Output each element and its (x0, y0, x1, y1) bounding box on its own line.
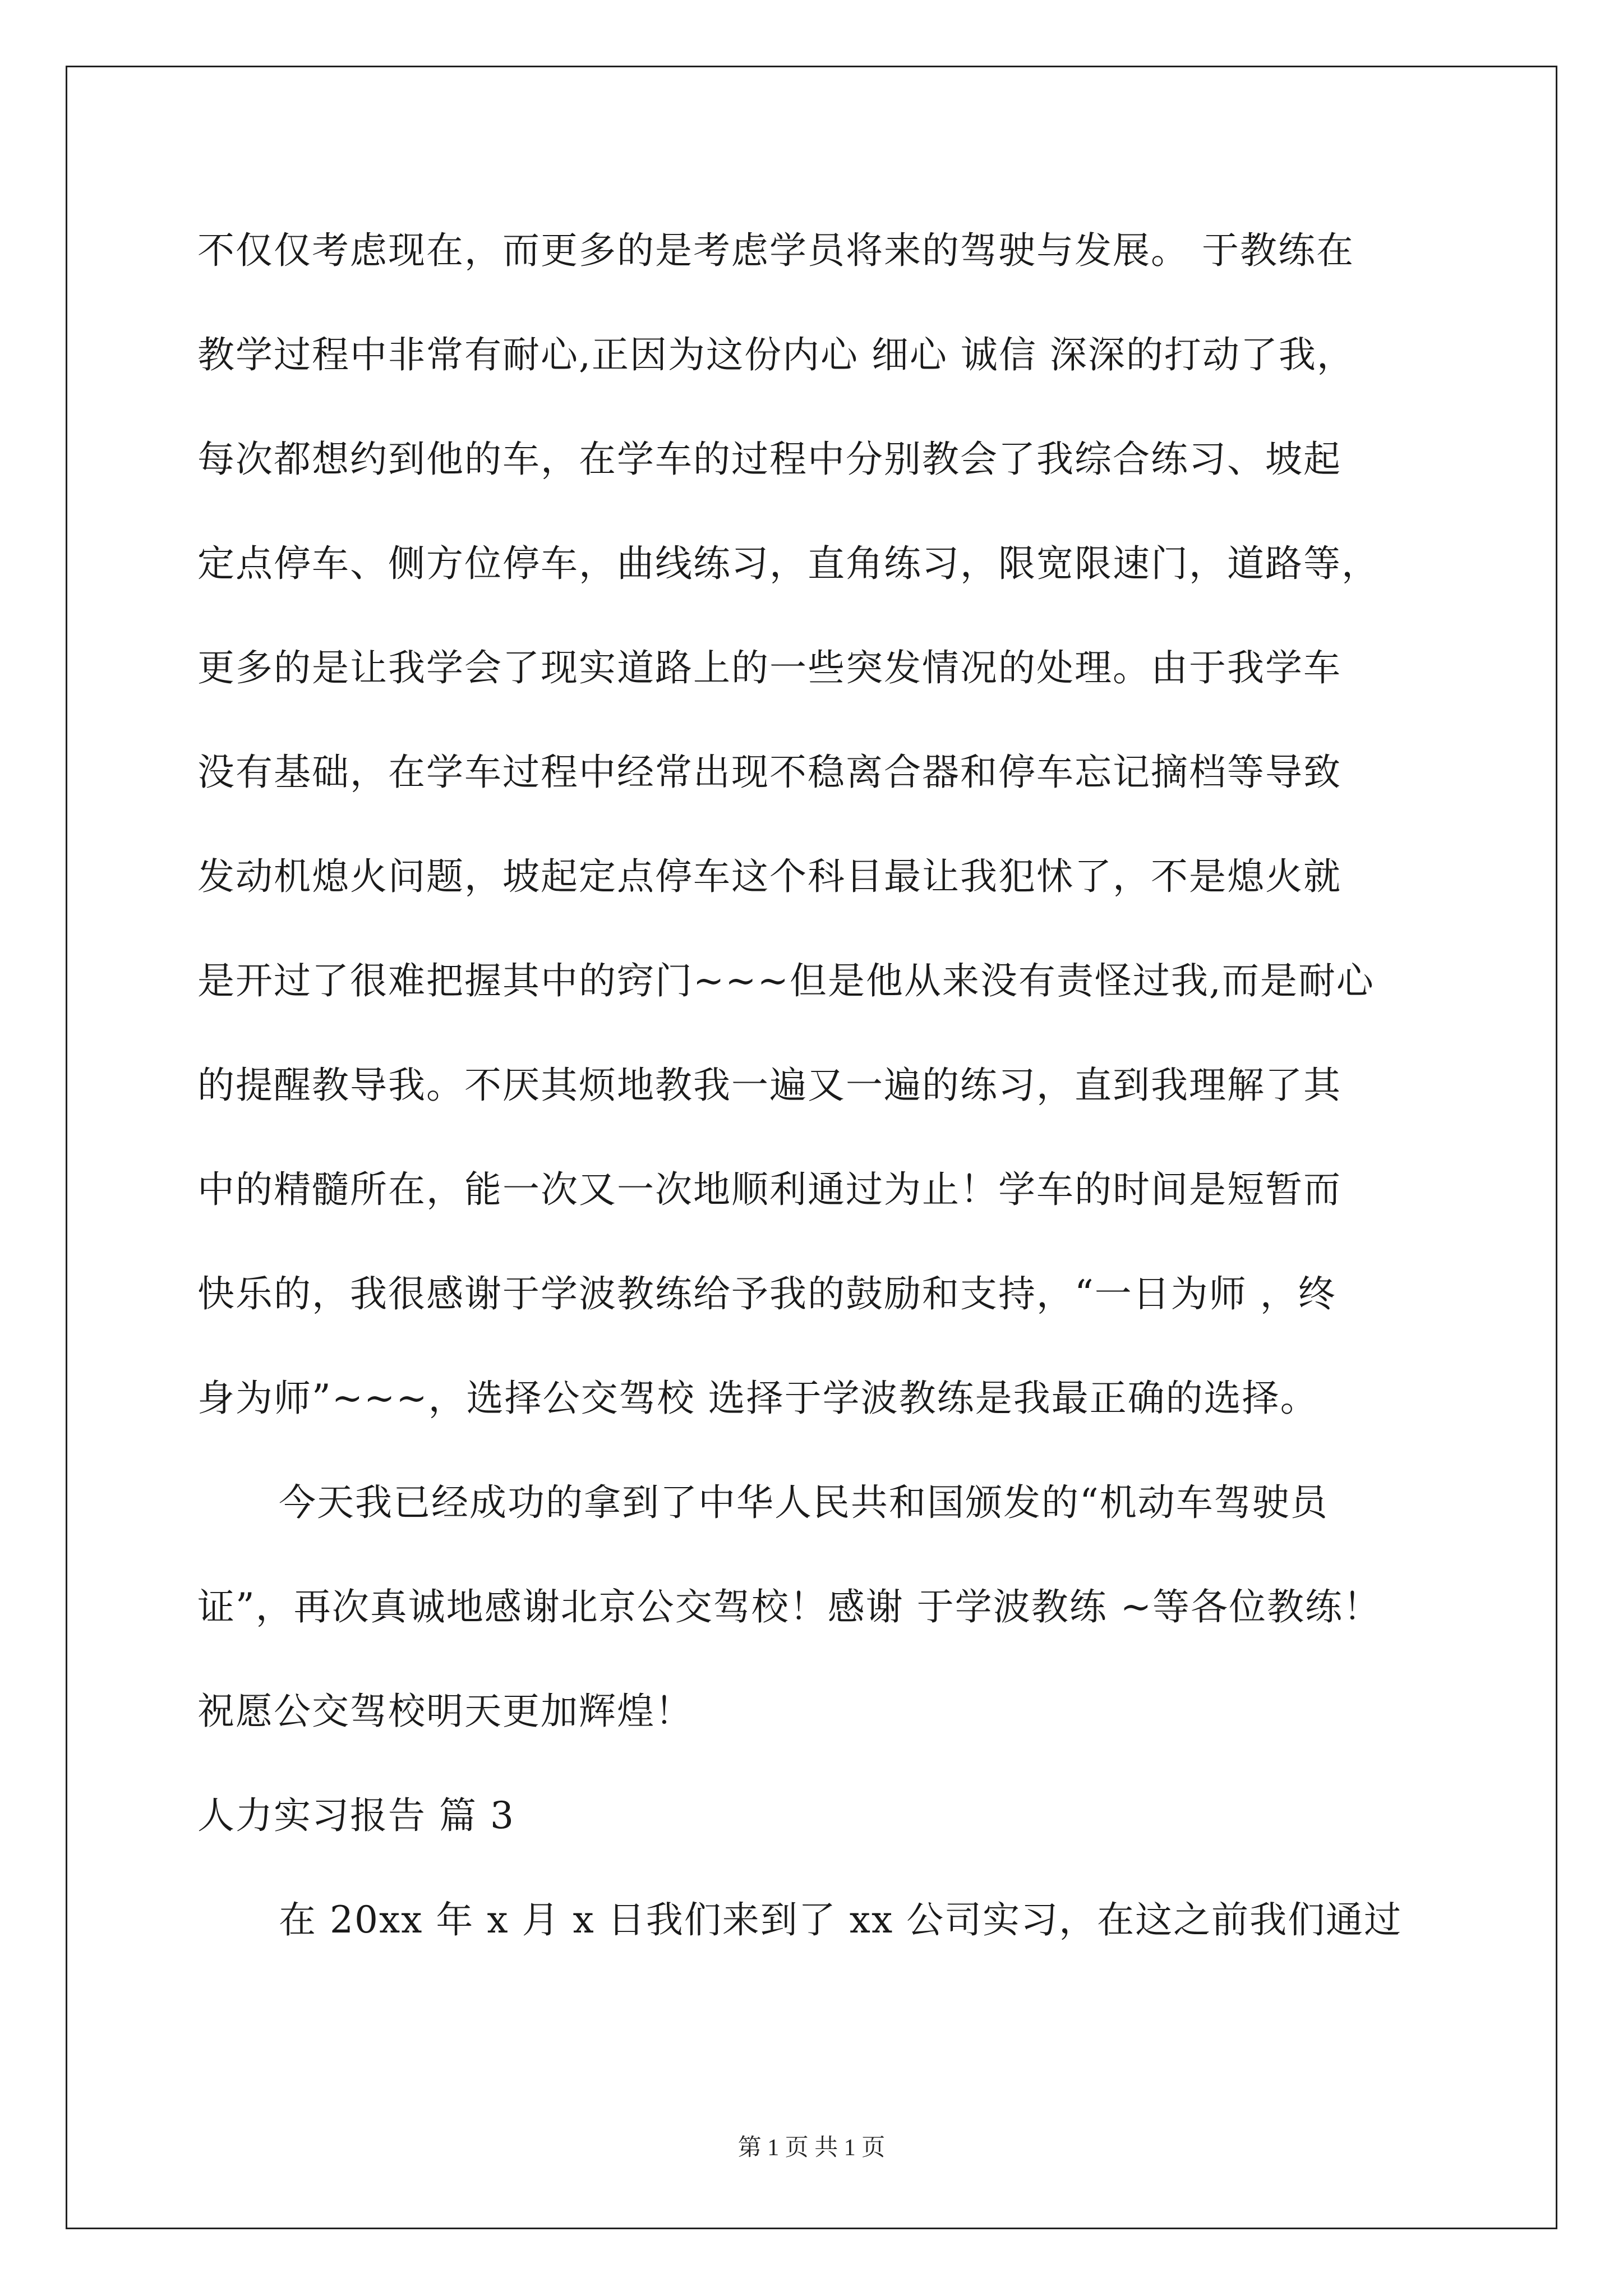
text-line: 不仅仅考虑现在，而更多的是考虑学员将来的驾驶与发展。 于教练在 (197, 229, 1354, 272)
document-body (197, 220, 1482, 1994)
section-heading: 人力实习报告 篇 3 (197, 1794, 515, 1837)
text-line: 祝愿公交驾校明天更加辉煌！ (197, 1690, 693, 1733)
text-line: 证”，再次真诚地感谢北京公交驾校！感谢 于学波教练 ~等各位教练！ (197, 1585, 1382, 1628)
text-line: 今天我已经成功的拿到了中华人民共和国颁发的“机动车驾驶员 (279, 1481, 1329, 1524)
text-line: 更多的是让我学会了现实道路上的一些突发情况的处理。由于我学车 (197, 646, 1341, 689)
text-line: 中的精髓所在，能一次又一次地顺利通过为止！学车的时间是短暂而 (197, 1168, 1341, 1211)
paragraph-2 (197, 1472, 1482, 1785)
text-line: 定点停车、侧方位停车，曲线练习，直角练习，限宽限速门，道路等， (197, 542, 1380, 585)
paragraph-1 (197, 220, 1482, 1472)
text-line: 发动机熄火问题，坡起定点停车这个科目最让我犯怵了，不是熄火就 (197, 855, 1341, 898)
text-line: 是开过了很难把握其中的窍门~~~但是他从来没有责怪过我,而是耐心 (197, 959, 1375, 1002)
text-line: 身为师”~~~，选择公交驾校 选择于学波教练是我最正确的选择。 (197, 1377, 1318, 1420)
text-line: 教学过程中非常有耐心,正因为这份内心 细心 诚信 深深的打动了我， (197, 333, 1355, 376)
text-line: 快乐的，我很感谢于学波教练给予我的鼓励和支持，“一日为师 ，终 (197, 1272, 1336, 1315)
page-number-footer: 第 1 页 共 1 页 (737, 2135, 886, 2161)
text-line: 的提醒教导我。不厌其烦地教我一遍又一遍的练习，直到我理解了其 (197, 1064, 1341, 1107)
paragraph-3 (197, 1889, 1482, 1994)
text-line: 没有基础，在学车过程中经常出现不稳离合器和停车忘记摘档等导致 (197, 751, 1341, 794)
text-line: 在 20xx 年 x 月 x 日我们来到了 xx 公司实习，在这之前我们通过 (279, 1898, 1403, 1941)
text-line: 每次都想约到他的车，在学车的过程中分别教会了我综合练习、坡起 (197, 438, 1341, 481)
